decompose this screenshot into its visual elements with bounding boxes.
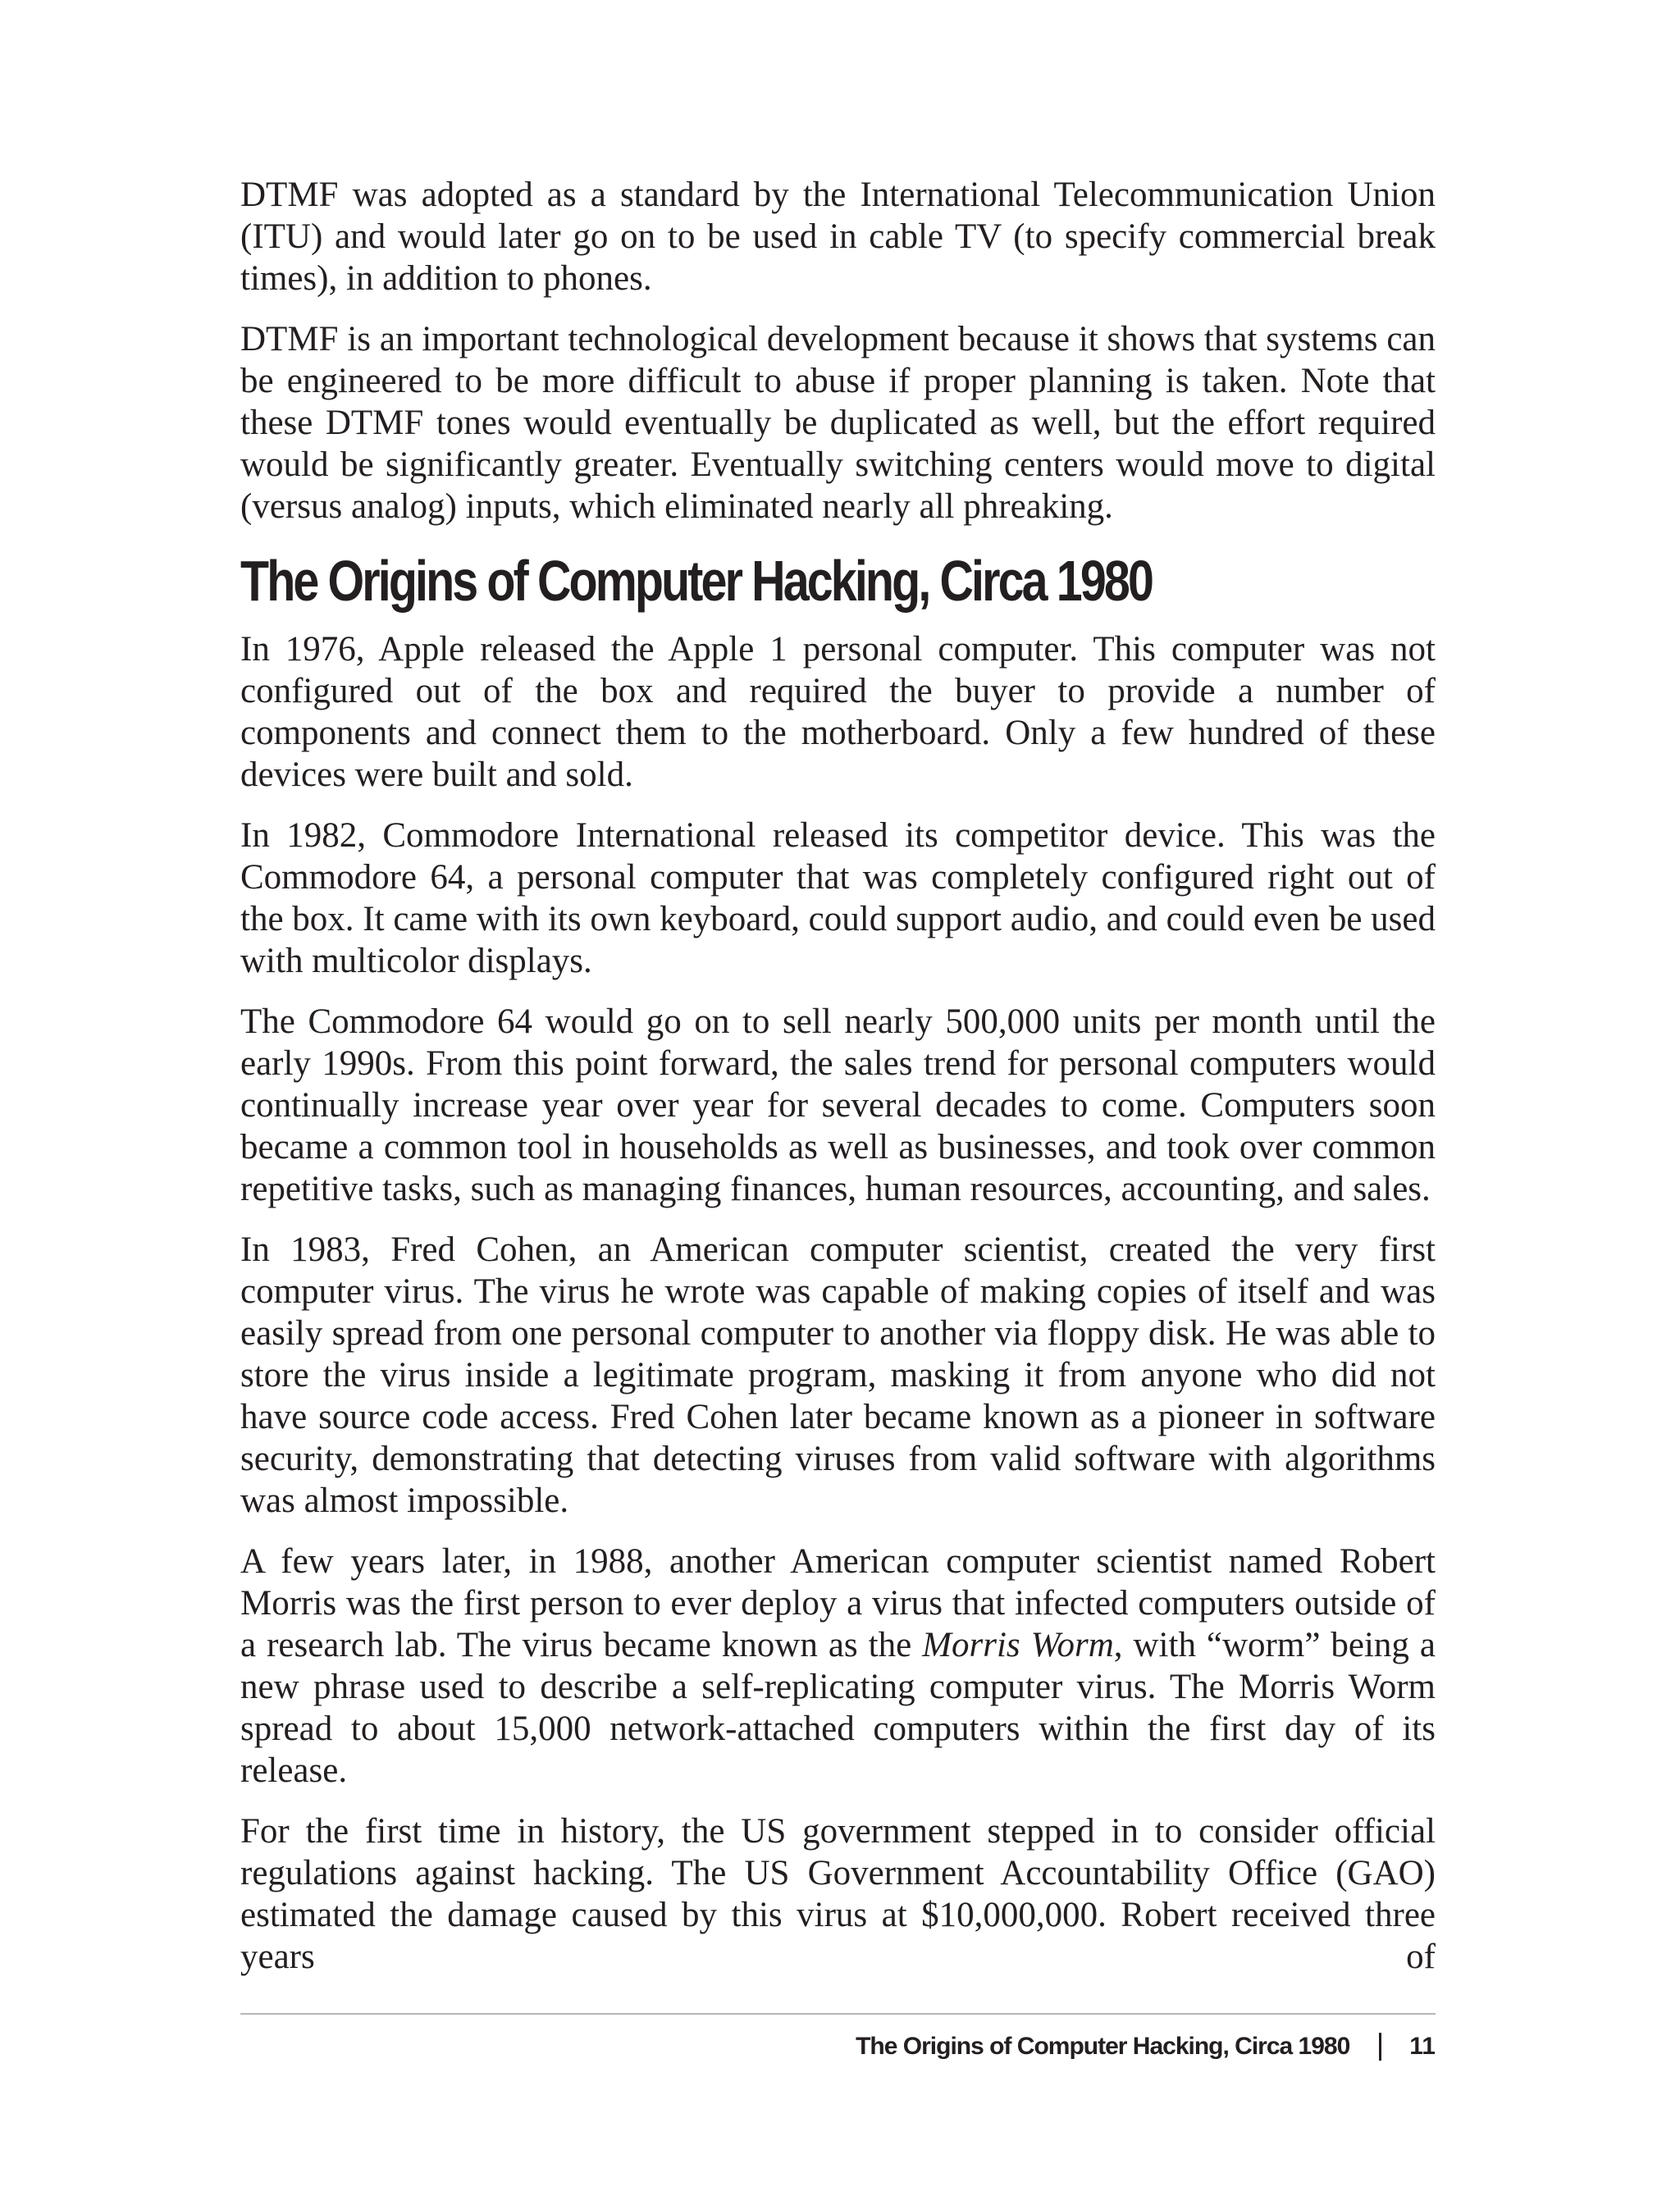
- paragraph-morris-worm: [240, 1541, 1436, 1792]
- page-footer: [856, 2026, 1436, 2067]
- footer-separator: [1379, 2033, 1381, 2061]
- page-body: [240, 174, 1436, 1997]
- paragraph-us-government: For the first time in history, the US government stepped in to consider official regulations against hacking. The US Government Accountability Office (GAO) estimated the damage caused by this virus at $10,000,000. Robert received three years of: [240, 1812, 1436, 1976]
- paragraph-commodore-64: In 1982, Commodore International released its competitor device. This was the Commodore 64, a personal computer that was completely configured right out of the box. It came with its own keyboard, could support audio, and could even be used with multicolor displays.: [240, 816, 1436, 980]
- morris-text-before: A few years later, in 1988, another American computer scientist named Robert Morris was the first person to ever deploy a virus that infected computers outside of a research lab. The virus became known as the: [240, 1542, 1436, 1664]
- paragraph-fred-cohen: In 1983, Fred Cohen, an American computer scientist, created the very first computer virus. The virus he wrote was capable of making copies of itself and was easily spread from one personal computer to another via floppy disk. He was able to store the virus inside a legitimate program, masking it from anyone who did not have source code access. Fred Cohen later became known as a pioneer in software security, demonstrating that detecting viruses from valid software with algorithms was almost impossible.: [240, 1230, 1436, 1520]
- page-number: 11: [1409, 2033, 1436, 2060]
- paragraph-commodore-sales: The Commodore 64 would go on to sell nearly 500,000 units per month until the early 1990s. From this point forward, the sales trend for personal computers would continually increase year over year for several decades to come. Computers soon became a common tool in households as well as businesses, and took over common repetitive tasks, such as managing finances, human resources, accounting, and sales.: [240, 1002, 1436, 1208]
- running-head: The Origins of Computer Hacking, Circa 1980: [856, 2033, 1350, 2060]
- paragraph-dtmf-importance: DTMF is an important technological development because it shows that systems can be engineered to be more difficult to abuse if proper planning is taken. Note that these DTMF tones would eventually be duplicated as well, but the effort required would be significantly greater. Eventually switching centers would move to digital (versus analog) inputs, which eliminated nearly all phreaking.: [240, 320, 1436, 526]
- section-heading: The Origins of Computer Hacking, Circa 1980: [240, 549, 1153, 613]
- morris-text-after: , with “worm” being a new phrase used to describe a self-replicating computer virus. The Morris Worm spread to about 15,000 network-attached computers within the first day of its release.: [240, 1626, 1436, 1790]
- footer-rule: [240, 2013, 1436, 2015]
- morris-worm-term: Morris Worm: [922, 1626, 1114, 1664]
- paragraph-apple-1: In 1976, Apple released the Apple 1 personal computer. This computer was not configured out of the box and required the buyer to provide a number of components and connect them to the motherboard. Only a few hundred of these devices were built and sold.: [240, 630, 1436, 794]
- paragraph-dtmf-itu: DTMF was adopted as a standard by the International Telecommunication Union (ITU) and would later go on to be used in cable TV (to specify commercial break times), in addition to phones.: [240, 176, 1436, 298]
